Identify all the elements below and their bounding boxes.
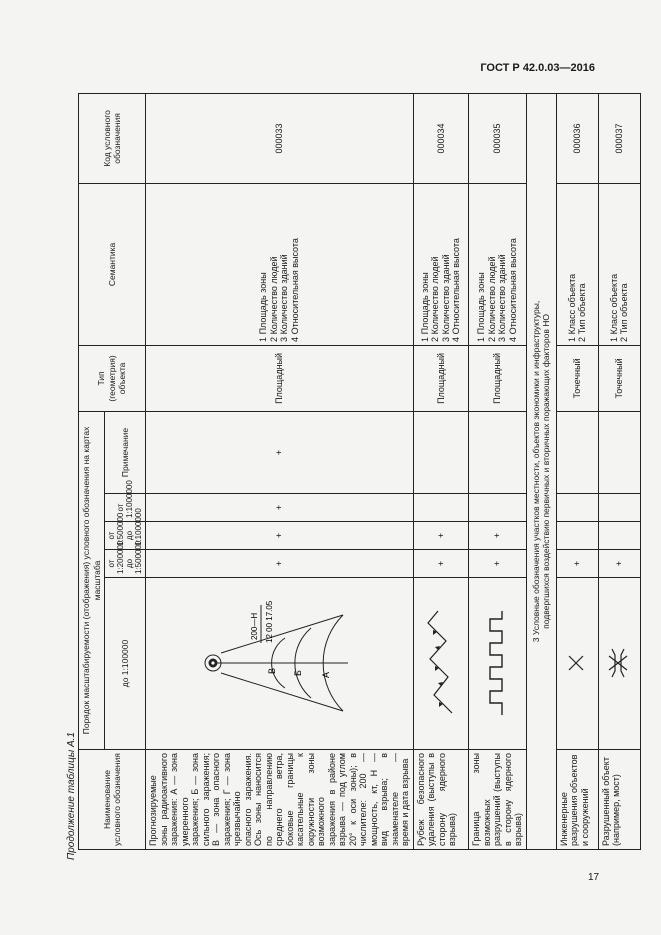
type-cell: Точечный — [556, 345, 598, 411]
row-name: Прогнозируемые зоны радиоактивного заражения: А — зона умеренного заражения; Б — зона сильного заражения; В — зона опасного заражения; Г — зона чрезвычайно опасного заражения. Ось зоны наносится по направлению среднего ветра, боковые границы касательные к окружности зоны возможного заражения в районе взрыва — под углом 20° к оси зоны); в числителе: 200 — мощность, кт, Н — вид взрыва; в знаменателе — время и дата взрыва — [146, 750, 414, 850]
engineering-sign-cell — [556, 578, 598, 750]
table-caption: Продолжение таблицы А.1 — [66, 732, 77, 860]
destruction-line-cell — [469, 578, 527, 750]
table-row — [146, 93, 414, 849]
row-name: Рубеж безопасного удаления (выступы в сторону ядерного взрыва) — [413, 750, 469, 850]
semantics-cell: 1 Площадь зоны 2 Количество людей 3 Количество зданий 4 Относительная высота — [469, 183, 527, 345]
table-row — [413, 93, 469, 849]
note-cell — [469, 411, 527, 493]
scale4-mark — [469, 494, 527, 522]
header-type: Тип (геометрия) объекта — [79, 345, 146, 411]
semantics-cell: 1 Класс объекта 2 Тип объекта — [598, 183, 640, 345]
safe-line-cell — [413, 578, 469, 750]
note-cell — [413, 411, 469, 493]
type-cell: Площадный — [413, 345, 469, 411]
destroyed-object-sign-cell — [598, 578, 640, 750]
header-code: Код условного обозначения — [79, 93, 146, 183]
cross-icon — [561, 649, 591, 679]
safe-distance-line-icon — [416, 604, 464, 724]
scale4-mark — [556, 494, 598, 522]
header-name: Наименование условного обозначения — [79, 750, 146, 850]
standard-header: ГОСТ Р 42.0.03—2016 — [480, 62, 595, 74]
row-name: Граница зоны возможных разрушений (выступы в сторону ядерного взрыва) — [469, 750, 527, 850]
semantics-cell: 1 Площадь зоны 2 Количество людей 3 Количество зданий 4 Относительная высота — [146, 183, 414, 345]
type-cell: Точечный — [598, 345, 640, 411]
scale2-mark: + — [598, 550, 640, 578]
code-cell: 000034 — [413, 93, 469, 183]
code-cell: 000036 — [556, 93, 598, 183]
semantics-cell: 1 Площадь зоны 2 Количество людей 3 Количество зданий 4 Относительная высота — [413, 183, 469, 345]
row-name: Разрушенный объект (например, мост) — [598, 750, 640, 850]
zone-denominator: 12 00 17.05 — [265, 601, 274, 644]
radioactive-zone-icon — [193, 584, 363, 744]
scale4-mark — [598, 494, 640, 522]
header-scale-1: до 1:100000 — [105, 578, 146, 750]
semantics-cell: 1 Класс объекта 2 Тип объекта — [556, 183, 598, 345]
header-semantics: Семантика — [79, 183, 146, 345]
rotated-table-container — [78, 94, 629, 850]
zone-label-b: Б — [293, 670, 303, 677]
destroyed-bridge-icon — [603, 644, 633, 684]
note-cell — [598, 411, 640, 493]
code-cell: 000037 — [598, 93, 640, 183]
scale2-mark: + — [469, 550, 527, 578]
scale2-mark: + — [146, 550, 414, 578]
scale3-mark: + — [413, 522, 469, 550]
row-name: Инженерные разрушения объектов и сооружений — [556, 750, 598, 850]
zone-label-v: В — [267, 668, 277, 675]
scale4-mark: + — [146, 494, 414, 522]
zone-label-a: А — [321, 672, 331, 679]
destruction-border-icon — [472, 604, 520, 724]
code-cell: 000033 — [146, 93, 414, 183]
page-number: 17 — [588, 872, 600, 883]
note-cell — [556, 411, 598, 493]
scale3-mark — [556, 522, 598, 550]
scale4-mark — [413, 494, 469, 522]
section-title: 3 Условные обозначения участков местности, объектов экономики и инфраструктуры, подвергшихся воздействию первичных и вторичных поражающих факторов НО — [526, 93, 556, 849]
header-order-group: Порядок масштабируемости (отображения) условного обозначения на картах масштаба — [79, 411, 105, 749]
header-note: Примечание — [105, 411, 146, 493]
header-scale-3: от 1:500000 до 1:1000000 — [105, 522, 146, 550]
header-scale-4: от 1:1000000 — [105, 494, 146, 522]
scale2-mark: + — [556, 550, 598, 578]
section-row — [526, 93, 556, 849]
table-row — [556, 93, 598, 849]
table-row — [469, 93, 527, 849]
code-cell: 000035 — [469, 93, 527, 183]
scale2-mark: + — [413, 550, 469, 578]
scale3-mark — [598, 522, 640, 550]
scale3-mark: + — [469, 522, 527, 550]
scale3-mark: + — [146, 522, 414, 550]
zone-numerator: 200—Н — [250, 613, 259, 641]
zone-sign-cell — [146, 578, 414, 750]
symbols-table — [78, 93, 641, 850]
type-cell: Площадный — [146, 345, 414, 411]
note-cell: + — [146, 411, 414, 493]
type-cell: Площадный — [469, 345, 527, 411]
table-row — [598, 93, 640, 849]
header-scale-2: от 1:200000 до 1:500000 — [105, 550, 146, 578]
